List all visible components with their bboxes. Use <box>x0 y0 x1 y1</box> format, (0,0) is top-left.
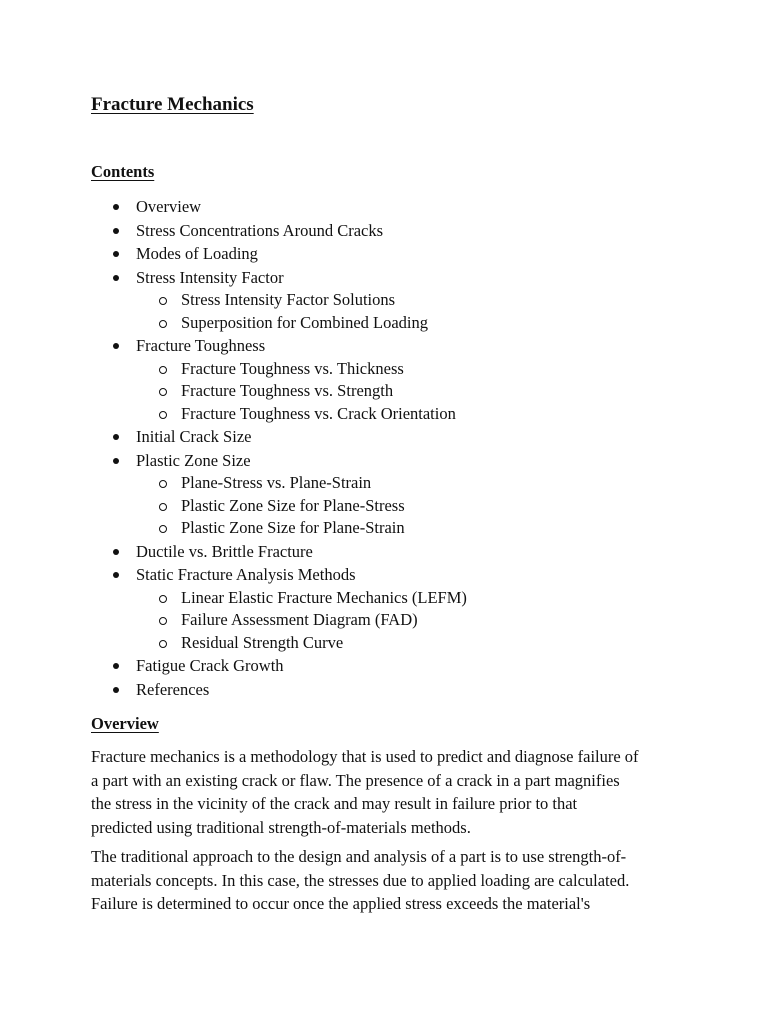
paragraph-line: the stress in the vicinity of the crack and may result in failure prior to that <box>91 794 578 813</box>
toc-sublist <box>136 587 691 655</box>
toc-subitem-fracture-toughness-vs-crack-orientation[interactable]: Fracture Toughness vs. Crack Orientation <box>136 403 691 426</box>
toc-subitem-residual-strength-curve[interactable]: Residual Strength Curve <box>136 632 691 655</box>
paragraph-line: a part with an existing crack or flaw. The presence of a crack in a part magnifies <box>91 770 620 790</box>
toc-subitem-fracture-toughness-vs-thickness[interactable]: Fracture Toughness vs. Thickness <box>136 358 691 381</box>
overview-paragraph-2 <box>91 845 681 916</box>
toc-item-label: Overview <box>136 197 202 216</box>
toc-item-plastic-zone-size[interactable] <box>91 449 691 540</box>
toc-item-static-fracture-analysis-methods[interactable] <box>91 563 691 654</box>
toc-sublist <box>136 358 691 426</box>
toc-item-ductile-vs-brittle-fracture[interactable] <box>91 540 691 564</box>
paragraph-line: predicted using traditional strength-of-materials methods. <box>91 817 471 837</box>
toc-item-label: Modes of Loading <box>136 244 258 263</box>
toc-subitem-linear-elastic-fracture-mechanics-lefm[interactable]: Linear Elastic Fracture Mechanics (LEFM) <box>136 587 691 610</box>
overview-paragraph-1 <box>91 745 681 839</box>
toc-sublist <box>136 289 691 334</box>
paragraph-line: materials concepts. In this case, the stresses due to applied loading are calculated. <box>91 870 630 890</box>
toc-item-stress-intensity-factor[interactable] <box>91 266 691 335</box>
toc-item-fatigue-crack-growth[interactable] <box>91 654 691 678</box>
toc-item-label: Stress Concentrations Around Cracks <box>136 220 384 240</box>
toc-item-label: Initial Crack Size <box>136 427 252 446</box>
contents-heading: Contents <box>91 162 155 181</box>
toc-subitem-plastic-zone-size-for-plane-strain[interactable]: Plastic Zone Size for Plane-Strain <box>136 517 691 540</box>
table-of-contents <box>91 195 691 701</box>
toc-subitem-fracture-toughness-vs-strength[interactable]: Fracture Toughness vs. Strength <box>136 380 691 403</box>
toc-item-initial-crack-size[interactable] <box>91 425 691 449</box>
toc-subitem-plane-stress-vs-plane-strain[interactable]: Plane-Stress vs. Plane-Strain <box>136 472 691 495</box>
toc-item-label: Ductile vs. Brittle Fracture <box>136 541 313 561</box>
toc-item-references[interactable] <box>91 678 691 702</box>
toc-item-stress-concentrations-around-cracks[interactable] <box>91 219 691 243</box>
toc-subitem-superposition-for-combined-loading[interactable]: Superposition for Combined Loading <box>136 312 691 335</box>
toc-subitem-failure-assessment-diagram-fad[interactable]: Failure Assessment Diagram (FAD) <box>136 609 691 632</box>
toc-item-label: References <box>136 679 210 699</box>
toc-sublist <box>136 472 691 540</box>
overview-heading: Overview <box>91 714 159 733</box>
document-title: Fracture Mechanics <box>91 94 254 115</box>
toc-subitem-plastic-zone-size-for-plane-stress[interactable]: Plastic Zone Size for Plane-Stress <box>136 495 691 518</box>
toc-item-label: Fracture Toughness <box>136 336 266 355</box>
toc-subitem-stress-intensity-factor-solutions[interactable]: Stress Intensity Factor Solutions <box>136 289 691 312</box>
toc-item-label: Static Fracture Analysis Methods <box>136 565 356 584</box>
toc-item-modes-of-loading[interactable] <box>91 242 691 266</box>
paragraph-line: Failure is determined to occur once the applied stress exceeds the material's <box>91 894 591 913</box>
paragraph-line: Fracture mechanics is a methodology that is used to predict and diagnose failure of <box>91 747 639 766</box>
toc-item-label: Fatigue Crack Growth <box>136 656 284 675</box>
toc-item-label: Plastic Zone Size <box>136 450 251 470</box>
paragraph-line: The traditional approach to the design and analysis of a part is to use strength-of- <box>91 847 627 866</box>
toc-item-overview[interactable] <box>91 195 691 219</box>
toc-item-label: Stress Intensity Factor <box>136 267 284 287</box>
toc-item-fracture-toughness[interactable] <box>91 334 691 425</box>
